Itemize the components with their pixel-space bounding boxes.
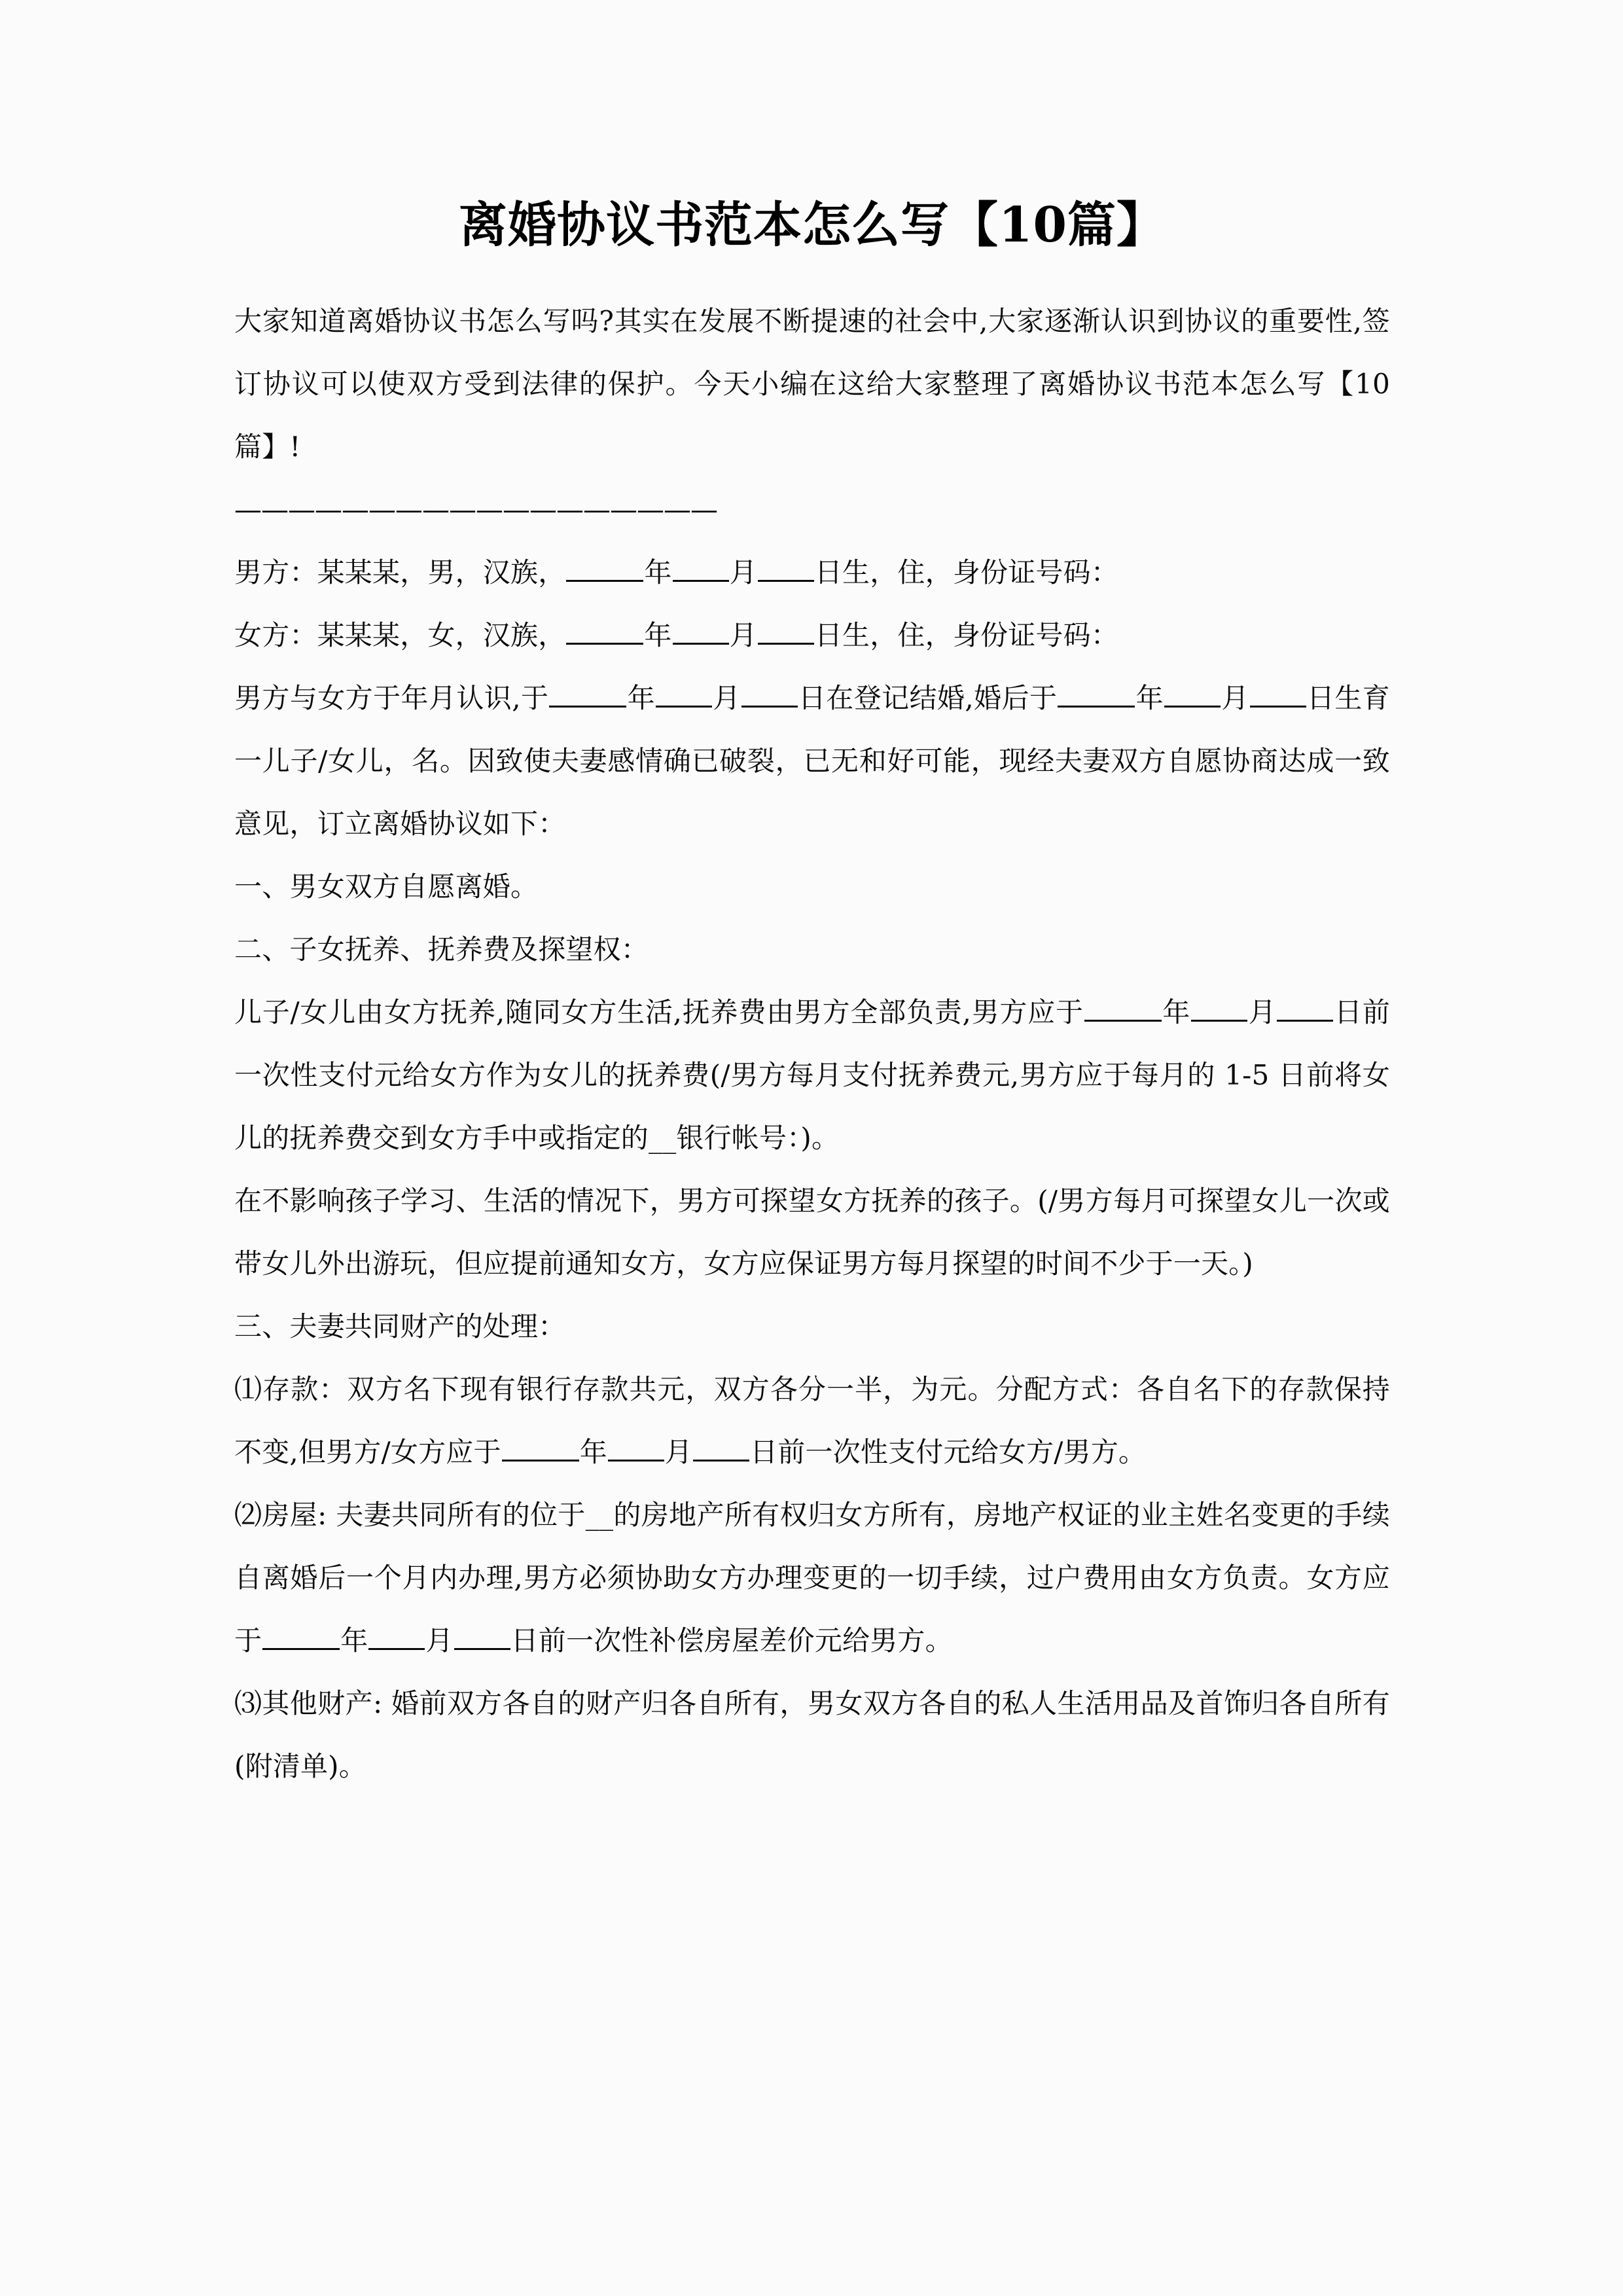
female-birth-day-blank[interactable] bbox=[758, 617, 814, 645]
female-birth-month-blank[interactable] bbox=[673, 617, 729, 645]
clause-3-title: 三、夫妻共同财产的处理： bbox=[234, 1310, 566, 1342]
savings-tail: 日前一次性支付元给女方/男方。 bbox=[750, 1435, 1147, 1468]
savings-month-blank[interactable] bbox=[608, 1433, 664, 1462]
clause-2-title: 二、子女抚养、抚养费及探望权： bbox=[234, 933, 649, 965]
clause-3-2-house bbox=[234, 1484, 1390, 1672]
marriage-mid: 日在登记结婚,婚后于 bbox=[798, 681, 1058, 714]
house-day-blank[interactable] bbox=[454, 1622, 510, 1650]
female-month-unit: 月 bbox=[729, 619, 757, 651]
marriage-background-paragraph bbox=[234, 667, 1390, 855]
clause-3-3-other-property: ⑶其他财产: 婚前双方各自的财产归各自所有，男女双方各自的私人生活用品及首饰归各自所有(附清单)。 bbox=[234, 1687, 1390, 1782]
support-year-unit: 年 bbox=[1162, 996, 1191, 1028]
support-month-unit: 月 bbox=[1248, 996, 1277, 1028]
custody-tail: 日前一次性支付元给女方作为女儿的抚养费(/男方每月支付抚养费元,男方应于每月的 1-5 日前将女儿的抚养费交到女方手中或指定的__银行帐号：)。 bbox=[234, 996, 1391, 1154]
clause-1: 一、男女双方自愿离婚。 bbox=[234, 870, 539, 903]
document-content bbox=[234, 0, 1390, 1798]
birth-month-blank[interactable] bbox=[1164, 679, 1221, 708]
house-month-blank[interactable] bbox=[368, 1622, 425, 1650]
support-year-blank[interactable] bbox=[1084, 994, 1162, 1022]
savings-prefix: ⑴存款：双方名下现有银行存款共元，双方各分一半，为元。分配方式：各自名下的存款保持不变,但男方/女方应于 bbox=[234, 1372, 1390, 1468]
support-month-blank[interactable] bbox=[1191, 994, 1247, 1022]
marriage-month-unit: 月 bbox=[713, 681, 741, 714]
marriage-month-blank[interactable] bbox=[656, 679, 712, 708]
savings-year-unit: 年 bbox=[579, 1435, 607, 1468]
marriage-year-blank[interactable] bbox=[549, 679, 626, 708]
house-tail: 日前一次性补偿房屋差价元给男方。 bbox=[510, 1624, 953, 1657]
met-prefix: 男方与女方于年月认识,于 bbox=[234, 681, 549, 714]
marriage-tail: 日生育一儿子/女儿，名。因致使夫妻感情确已破裂，已无和好可能，现经夫妻双方自愿协商达成一致意见，订立离婚协议如下： bbox=[234, 681, 1390, 840]
female-party-tail: 日生，住，身份证号码： bbox=[814, 619, 1119, 651]
house-month-unit: 月 bbox=[425, 1624, 454, 1657]
female-party-line bbox=[234, 604, 1390, 667]
male-month-unit: 月 bbox=[729, 556, 757, 588]
birth-month-unit: 月 bbox=[1221, 681, 1249, 714]
male-birth-year-blank[interactable] bbox=[566, 554, 643, 582]
page-title: 离婚协议书范本怎么写【10篇】 bbox=[459, 197, 1166, 253]
house-year-blank[interactable] bbox=[262, 1622, 340, 1650]
male-party-label: 男方：某某某，男，汉族， bbox=[234, 556, 566, 588]
savings-year-blank[interactable] bbox=[502, 1433, 579, 1462]
marriage-day-blank[interactable] bbox=[741, 679, 798, 708]
section-divider: —————————————————— bbox=[234, 493, 717, 526]
custody-prefix: 儿子/女儿由女方抚养,随同女方生活,抚养费由男方全部负责,男方应于 bbox=[234, 996, 1084, 1028]
clause-2-body bbox=[234, 981, 1390, 1170]
savings-month-unit: 月 bbox=[664, 1435, 693, 1468]
house-year-unit: 年 bbox=[340, 1624, 368, 1657]
intro-paragraph: 大家知道离婚协议书怎么写吗?其实在发展不断提速的社会中,大家逐渐认识到协议的重要性,签订协议可以使双方受到法律的保护。今天小编在这给大家整理了离婚协议书范本怎么写【10篇】! bbox=[234, 304, 1390, 463]
male-party-tail: 日生，住，身份证号码： bbox=[814, 556, 1119, 588]
female-year-unit: 年 bbox=[644, 619, 672, 651]
clause-2-visitation: 在不影响孩子学习、生活的情况下，男方可探望女方抚养的孩子。(/男方每月可探望女儿一次或带女儿外出游玩，但应提前通知女方，女方应保证男方每月探望的时间不少于一天。) bbox=[234, 1184, 1390, 1280]
clause-3-1-savings bbox=[234, 1358, 1390, 1484]
male-party-line bbox=[234, 541, 1390, 604]
male-year-unit: 年 bbox=[644, 556, 672, 588]
birth-year-unit: 年 bbox=[1135, 681, 1164, 714]
marriage-year-unit: 年 bbox=[627, 681, 656, 714]
support-day-blank[interactable] bbox=[1277, 994, 1333, 1022]
female-party-label: 女方：某某某，女，汉族， bbox=[234, 619, 566, 651]
birth-day-blank[interactable] bbox=[1250, 679, 1306, 708]
house-prefix: ⑵房屋: 夫妻共同所有的位于__的房地产所有权归女方所有，房地产权证的业主姓名变更的手续自离婚后一个月内办理,男方必须协助女方办理变更的一切手续，过户费用由女方负责。女方应于 bbox=[234, 1498, 1390, 1657]
birth-year-blank[interactable] bbox=[1058, 679, 1135, 708]
female-birth-year-blank[interactable] bbox=[566, 617, 643, 645]
savings-day-blank[interactable] bbox=[693, 1433, 749, 1462]
male-birth-day-blank[interactable] bbox=[758, 554, 814, 582]
male-birth-month-blank[interactable] bbox=[673, 554, 729, 582]
